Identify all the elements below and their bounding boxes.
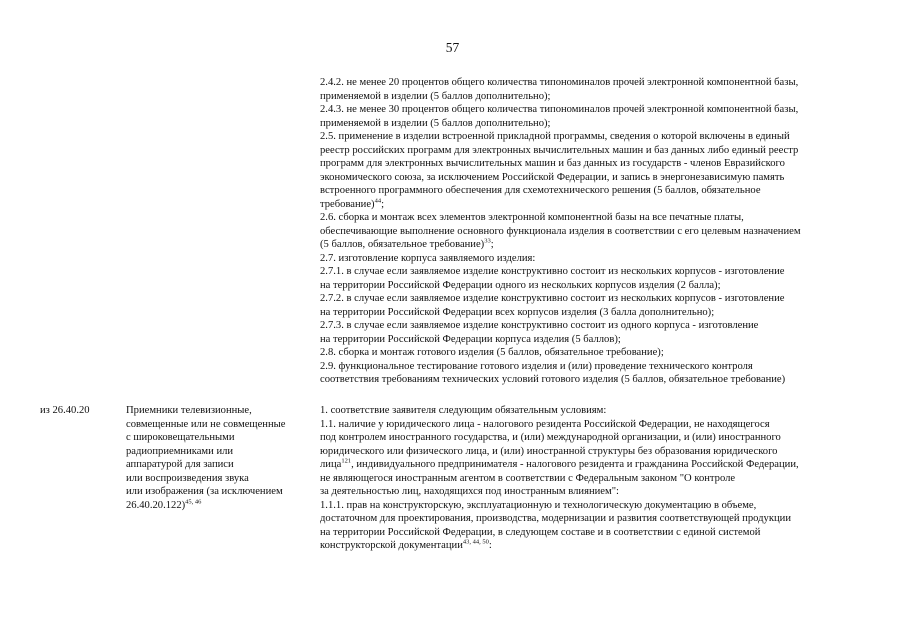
text-line (126, 499, 306, 513)
text-fragment: лица (320, 459, 342, 470)
text-fragment: ; (490, 239, 494, 250)
text-fragment: конструкторской документации (320, 540, 463, 551)
text-line: программ для электронных вычислительных машин и баз данных из государств - членов Евразийского (320, 158, 785, 169)
text-line: на территории Российской Федерации одного из нескольких корпусов изделия (2 балла); (320, 279, 721, 291)
footnote-ref: 12 (341, 457, 348, 465)
text-line (320, 198, 880, 212)
criteria-continuation (320, 76, 880, 387)
text-line: 2.7.1. в случае если заявляемое изделие конструктивно состоит из нескольких корпусов - изготовление (320, 266, 785, 277)
requirements-text (320, 404, 880, 553)
text-line: экономического союза, за исключением Российской Федерации, и запись в энергонезависимую память (320, 171, 785, 183)
text-line: 2.5. применение в изделии встроенной прикладной программы, сведения о которой включены в единый (320, 131, 790, 142)
text-line: 2.7.3. в случае если заявляемое изделие конструктивно состоит из одного корпуса - изготовление (320, 320, 759, 331)
text-line: достаточном для проектирования, производства, модернизации и развития соответствующей продукции (320, 513, 791, 524)
text-line: с широковещательными (126, 432, 235, 443)
text-fragment: 26.40.20.122) (126, 499, 186, 511)
page-number: 57 (445, 40, 460, 55)
text-line: 2.7. изготовление корпуса заявляемого изделия: (320, 252, 536, 264)
text-line (320, 458, 880, 472)
text-line: на территории Российской Федерации всех корпусов изделия (3 балла дополнительно); (320, 306, 715, 318)
text-line: 1.1. наличие у юридического лица - налогового резидента Российской Федерации, не находящегося (320, 418, 770, 430)
footnote-ref: 44 (374, 196, 382, 204)
text-fragment: , индивидуального предпринимателя - налогового резидента и гражданина Российской Федерации, (351, 459, 799, 470)
text-line: аппаратурой для записи (126, 459, 234, 470)
text-line: или воспроизведения звука (126, 472, 249, 484)
text-line: радиоприемниками или (126, 445, 234, 457)
text-line: реестр российских программ для электронных вычислительных машин и баз данных либо единый реестр (320, 144, 799, 156)
text-line: или изображения (за исключением (126, 486, 283, 497)
okpd-code: из 26.40.20 (40, 405, 90, 416)
text-line: не являющегося иностранным агентом в соответствии с Федеральным законом "О контроле (320, 472, 736, 484)
text-line: 2.9. функциональное тестирование готового изделия и (или) проведение технического контроля (320, 360, 753, 372)
text-fragment: ; (381, 198, 385, 210)
text-fragment: : (488, 540, 492, 551)
text-line: юридического или физического лица, и (или) иностранной структуры без образования юридического (320, 445, 778, 457)
text-line: 2.6. сборка и монтаж всех элементов электронной компонентной базы на все печатные платы, (320, 212, 744, 223)
text-line: обеспечивающие выполнение основного функционала изделия в соответствии с его целевым назначением (320, 225, 801, 237)
text-line: соответствия требованиям технических условий готового изделия (5 баллов, обязательное требование) (320, 374, 786, 385)
text-fragment: (5 баллов, обязательное требование) (320, 239, 485, 250)
text-line: 2.7.2. в случае если заявляемое изделие конструктивно состоит из нескольких корпусов - изготовление (320, 293, 785, 304)
text-line: 2.4.2. не менее 20 процентов общего количества типономиналов прочей электронной компонентной базы, (320, 77, 799, 88)
text-line (320, 539, 880, 553)
text-line: 2.4.3. не менее 30 процентов общего количества типономиналов прочей электронной компонентной базы, (320, 104, 799, 115)
footnote-ref: 33 (484, 237, 491, 245)
text-fragment: требование) (320, 198, 375, 210)
text-line (320, 238, 880, 252)
footnote-ref: 45, 46 (185, 497, 202, 505)
text-line: совмещенные или не совмещенные (126, 418, 286, 430)
text-line: на территории Российской Федерации корпуса изделия (5 баллов); (320, 333, 621, 345)
footnote-ref: 43, 44, 50 (462, 538, 489, 546)
product-name (126, 404, 306, 512)
text-line: за деятельностью лиц, находящихся под иностранным влиянием": (320, 486, 619, 497)
text-line: 1.1.1. прав на конструкторскую, эксплуатационную и технологическую документацию в объеме, (320, 499, 757, 511)
text-line: Приемники телевизионные, (126, 405, 252, 416)
text-line: применяемой в изделии (5 баллов дополнительно); (320, 117, 551, 129)
text-line: 2.8. сборка и монтаж готового изделия (5 баллов, обязательное требование); (320, 347, 664, 358)
text-line: на территории Российской Федерации, в следующем составе и в соответствии с единой системой (320, 526, 761, 538)
text-line: 1. соответствие заявителя следующим обязательным условиям: (320, 405, 607, 416)
footnote-ref: 1 (347, 457, 352, 465)
text-line: применяемой в изделии (5 баллов дополнительно); (320, 90, 551, 102)
text-line: встроенного программного обеспечения для схемотехнического решения (5 баллов, обязательное (320, 185, 761, 196)
text-line: под контролем иностранного государства, и (или) международной организации, и (или) иностранного (320, 432, 781, 443)
